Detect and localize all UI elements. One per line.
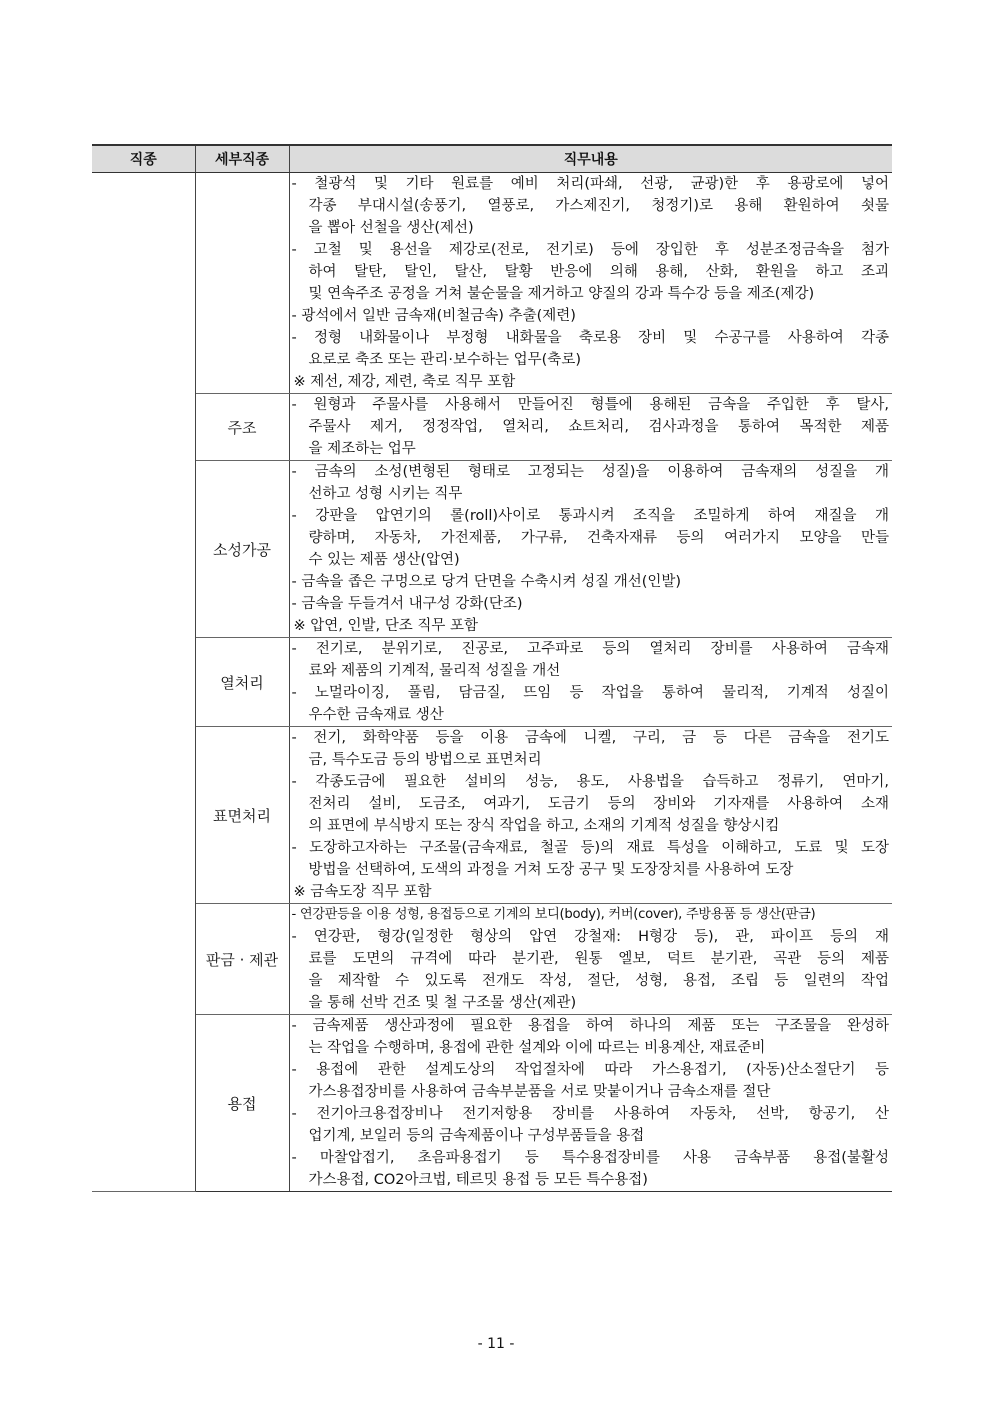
sub-job-type-cell: 판금 · 제관 [195,904,289,1015]
bullet-line: - 금속의 소성(변형된 형태로 고정되는 성질)을 이용하여 금속재의 성질을 개 [291,464,889,480]
continuation-line: 각종 부대시설(송풍기, 열풍로, 가스제진기, 청정기)로 용해 환원하여 쇳물 [308,198,889,214]
sub-job-type-cell: 주조 [195,394,289,461]
bullet-line: - 전기, 화학약품 등을 이용 금속에 니켈, 구리, 금 등 다른 금속을 전기도 [291,730,889,746]
bullet-line: - 원형과 주물사를 사용해서 만들어진 형틀에 용해된 금속을 주입한 후 탈사, [291,397,889,413]
continuation-line: 선하고 성형 시키는 직무 [308,486,463,502]
continuation-line: 금, 특수도금 등의 방법으로 표면처리 [308,752,542,768]
bullet-line: - 철광석 및 기타 원료를 예비 처리(파쇄, 선광, 균광)한 후 용광로에 넣어 [291,176,889,192]
table-row [92,727,892,904]
header-job-type: 직종 [92,145,195,173]
job-description-table [92,144,892,1192]
bullet-line: - 연강판, 형강(일정한 형상의 압연 강철재: H형강 등), 관, 파이프 등의 재 [291,929,889,945]
header-sub-job-type: 세부직종 [195,145,289,173]
job-content-cell [289,1015,892,1192]
bullet-line: - 정형 내화물이나 부정형 내화물을 축로용 장비 및 수공구를 사용하여 각종 [291,330,889,346]
continuation-line: 수 있는 제품 생산(압연) [308,552,460,568]
table-row [92,394,892,461]
continuation-line: 전처리 설비, 도금조, 여과기, 도금기 등의 장비와 기자재를 사용하여 소재 [308,796,889,812]
bullet-line: - 고철 및 용선을 제강로(전로, 전기로) 등에 장입한 후 성분조정금속을 첨가 [291,242,889,258]
sub-job-type-cell: 소성가공 [195,461,289,638]
table-header-row [92,145,892,173]
bullet-line: - 도장하고자하는 구조물(금속재료, 철골 등)의 재료 특성을 이해하고, 도료 및 도장 [291,840,889,856]
continuation-line: 의 표면에 부식방지 또는 장식 작업을 하고, 소재의 기계적 성질을 향상시킴 [308,818,780,834]
continuation-line: 우수한 금속재료 생산 [308,707,444,723]
bullet-line: - 연강판등을 이용 성형, 용접등으로 기계의 보디(body), 커버(cover), 주방용품 등 생산(판금) [291,907,816,922]
job-content-cell [289,461,892,638]
note-line: ※ 금속도장 직무 포함 [293,884,432,900]
header-job-content: 직무내용 [289,145,892,173]
continuation-line: 는 작업을 수행하며, 용접에 관한 설계와 이에 따르는 비용계산, 재료준비 [308,1040,766,1056]
bullet-line: - 용접에 관한 설계도상의 작업절차에 따라 가스용접기, (자동)산소절단기 등 [291,1062,889,1078]
job-content-cell [289,727,892,904]
table-row [92,173,892,394]
continuation-line: 료와 제품의 기계적, 물리적 성질을 개선 [308,663,561,679]
bullet-line: - 전기아크용접장비나 전기저항용 장비를 사용하여 자동차, 선박, 항공기, 산 [291,1106,889,1122]
table-row [92,904,892,1015]
continuation-line: 료를 도면의 규격에 따라 분기관, 원통 엘보, 덕트 분기관, 곡관 등의 제품 [308,951,889,967]
table-row [92,1015,892,1192]
continuation-line: 하여 탈탄, 탈인, 탈산, 탈황 반응에 의해 용해, 산화, 환원을 하고 조괴 [308,264,889,280]
bullet-line: - 금속제품 생산과정에 필요한 용접을 하여 하나의 제품 또는 구조물을 완성하 [291,1018,889,1034]
continuation-line: 을 뽑아 선철을 생산(제선) [308,220,474,236]
job-content-cell [289,173,892,394]
table-row [92,638,892,727]
note-line: ※ 제선, 제강, 제련, 축로 직무 포함 [293,374,516,390]
bullet-line: - 금속을 두들겨서 내구성 강화(단조) [291,596,523,612]
bullet-line: - 광석에서 일반 금속재(비철금속) 추출(제련) [291,308,576,324]
continuation-line: 을 통해 선박 건조 및 철 구조물 생산(제관) [308,995,577,1011]
bullet-line: - 마찰압접기, 초음파용접기 등 특수용접장비를 사용 금속부품 용접(불활성 [291,1150,889,1166]
bullet-line: - 강판을 압연기의 롤(roll)사이로 통과시켜 조직을 조밀하게 하여 재질을 개 [291,508,889,524]
note-line: ※ 압연, 인발, 단조 직무 포함 [293,618,478,634]
job-content-cell [289,638,892,727]
bullet-line: - 전기로, 분위기로, 진공로, 고주파로 등의 열처리 장비를 사용하여 금속재 [291,641,889,657]
continuation-line: 요로로 축조 또는 관리·보수하는 업무(축로) [308,352,581,368]
sub-job-type-cell: 표면처리 [195,727,289,904]
page-number: - 11 - [477,1336,515,1352]
sub-job-type-cell: 용접 [195,1015,289,1192]
table-body [92,173,892,1192]
job-type-cell [92,173,195,1192]
sub-job-type-cell: 열처리 [195,638,289,727]
bullet-line: - 금속을 좁은 구멍으로 당겨 단면을 수축시켜 성질 개선(인발) [291,574,682,590]
continuation-line: 을 제조하는 업무 [308,441,416,457]
bullet-line: - 각종도금에 필요한 설비의 성능, 용도, 사용법을 습득하고 정류기, 연마기, [291,774,889,790]
continuation-line: 및 연속주조 공정을 거쳐 불순물을 제거하고 양질의 강과 특수강 등을 제조(제강) [308,286,815,302]
bullet-line: - 노멀라이징, 풀림, 담금질, 뜨임 등 작업을 통하여 물리적, 기계적 성질이 [291,685,889,701]
continuation-line: 을 제작할 수 있도록 전개도 작성, 절단, 성형, 용접, 조립 등 일련의 작업 [308,973,889,989]
continuation-line: 량하며, 자동차, 가전제품, 가구류, 건축자재류 등의 여러가지 모양을 만들 [308,530,889,546]
job-content-cell [289,904,892,1015]
continuation-line: 방법을 선택하여, 도색의 과정을 거쳐 도장 공구 및 도장장치를 사용하여 도장 [308,862,794,878]
job-content-cell [289,394,892,461]
continuation-line: 가스용접장비를 사용하여 금속부분품을 서로 맞붙이거나 금속소재를 절단 [308,1084,771,1100]
table-row [92,461,892,638]
sub-job-type-cell [195,173,289,394]
continuation-line: 주물사 제거, 정정작업, 열처리, 쇼트처리, 검사과정을 통하여 목적한 제품 [308,419,889,435]
continuation-line: 업기계, 보일러 등의 금속제품이나 구성부품들을 용접 [308,1128,645,1144]
continuation-line: 가스용접, CO2아크법, 테르밋 용접 등 모든 특수용접) [308,1172,648,1188]
